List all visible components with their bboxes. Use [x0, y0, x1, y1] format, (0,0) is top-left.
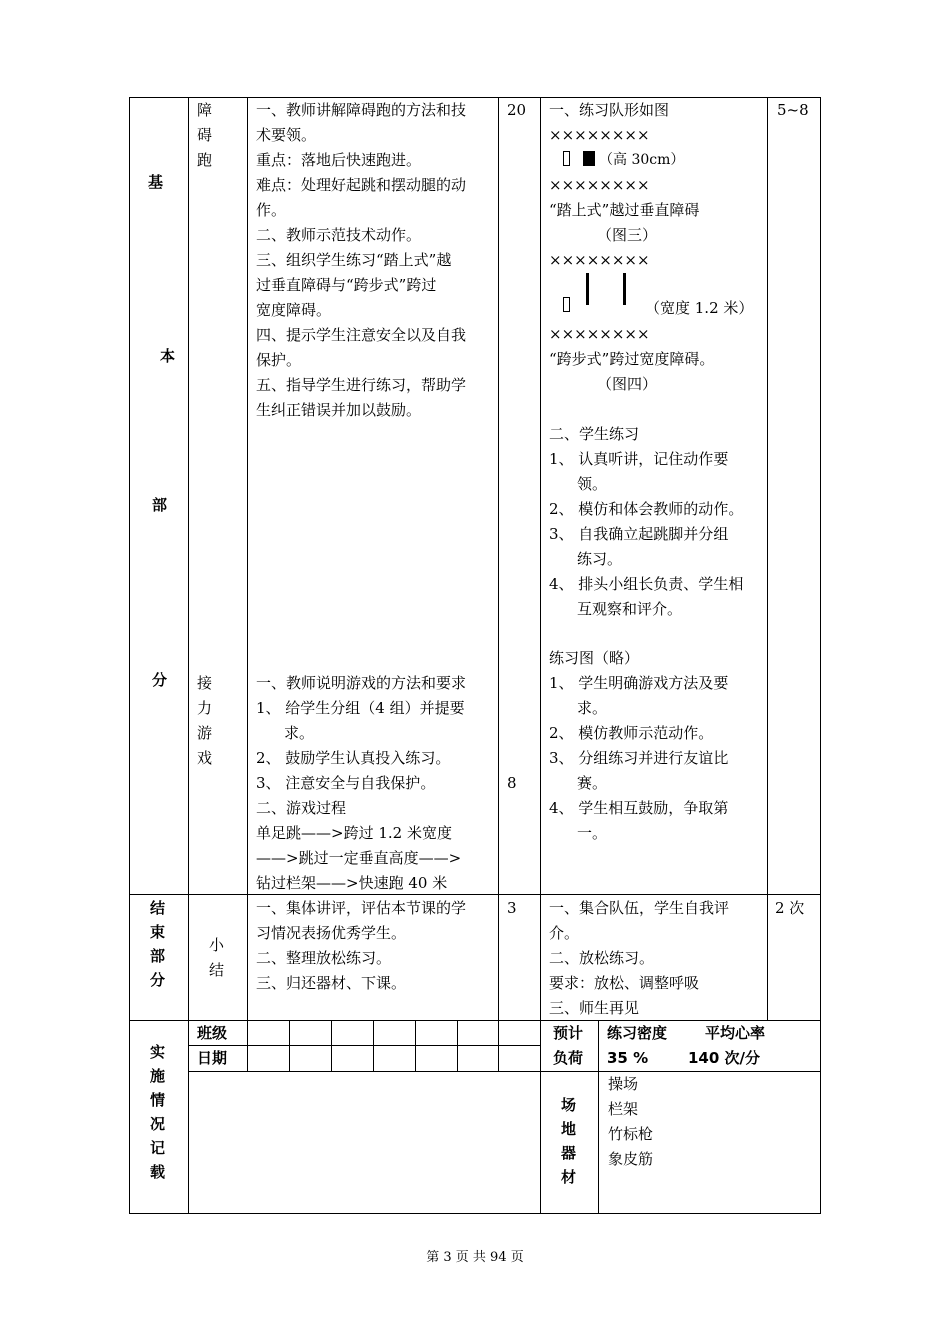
- venue-char: 地: [561, 1120, 577, 1138]
- content-line: 三、组织学生练习“踏上式”越: [256, 251, 452, 269]
- org-line: 一、集合队伍，学生自我评: [549, 899, 730, 917]
- venue-char: 材: [561, 1168, 577, 1186]
- ending-org: [549, 896, 729, 1021]
- topic-char: 游: [197, 724, 213, 742]
- org-line: 2、 模仿教师示范动作。: [549, 724, 714, 742]
- content-line: 难点：处理好起跳和摆动腿的动: [256, 176, 467, 194]
- formation-row: ××××××××: [549, 251, 650, 269]
- col-divider-load: [598, 1020, 599, 1214]
- content-line: 一、教师说明游戏的方法和要求: [256, 674, 467, 692]
- formation-row: ××××××××: [549, 325, 650, 343]
- org-line: 4、 学生相互鼓励，争取第: [549, 799, 729, 817]
- load-label: [553, 1021, 583, 1071]
- org-line: 三、师生再见: [549, 999, 640, 1017]
- content-line: 五、指导学生进行练习，帮助学: [256, 376, 467, 394]
- practice-item: 2、 模仿和体会教师的动作。: [549, 500, 744, 518]
- col-divider-content: [498, 97, 499, 1072]
- topic-summary: [209, 933, 224, 983]
- date-label: 日期: [197, 1049, 228, 1067]
- figure-caption: “跨步式”跨过宽度障碍。: [549, 350, 715, 368]
- ending-content: [256, 896, 466, 996]
- content-line: 钻过栏架——>快速跑 40 米: [256, 874, 448, 892]
- content-line: 二、教师示范技术动作。: [256, 226, 422, 244]
- class-label: 班级: [197, 1024, 228, 1042]
- relay-org: [549, 646, 728, 846]
- width-hurdle-left-icon: [586, 273, 589, 305]
- content-line: 习情况表扬优秀学生。: [256, 924, 407, 942]
- practice-list: [549, 422, 743, 622]
- content-line: 二、游戏过程: [256, 799, 347, 817]
- org-line: 介。: [549, 924, 580, 942]
- density-value: 35 %: [607, 1049, 649, 1067]
- grid-col: [289, 1020, 290, 1072]
- practice-item: 领。: [577, 475, 608, 493]
- grid-col: [331, 1020, 332, 1072]
- teacher-marker-icon: [563, 297, 570, 312]
- content-line: 生纠正错误并加以鼓励。: [256, 401, 422, 419]
- org-line: 赛。: [577, 774, 608, 792]
- heart-rate-value: 140 次/分: [688, 1049, 761, 1067]
- org-line: 要求：放松、调整呼吸: [549, 974, 700, 992]
- content-line: 过垂直障碍与“跨步式”跨过: [256, 276, 437, 294]
- org-title: 一、练习队形如图: [549, 101, 670, 119]
- row-divider-class-date: [188, 1045, 540, 1046]
- section-char: 施: [150, 1067, 166, 1085]
- content-line: 单足跳——>跨过 1.2 米宽度: [256, 824, 452, 842]
- venue-char: 场: [561, 1096, 577, 1114]
- equipment-item: 操场: [608, 1075, 639, 1093]
- ending-count: 2 次: [775, 899, 805, 917]
- section-char: 束: [150, 923, 166, 941]
- practice-item: 练习。: [577, 550, 623, 568]
- topic-char: 接: [197, 674, 213, 692]
- section-char: 情: [150, 1091, 166, 1109]
- content-line: 四、提示学生注意安全以及自我: [256, 326, 467, 344]
- org-line: 二、放松练习。: [549, 949, 655, 967]
- content-line: ——>跳过一定垂直高度——>: [256, 849, 462, 867]
- content-line: 术要领。: [256, 126, 317, 144]
- content-line: 3、 注意安全与自我保护。: [256, 774, 436, 792]
- section-char: 结: [150, 899, 166, 917]
- equipment-item: 竹标枪: [608, 1125, 654, 1143]
- practice-title: 二、学生练习: [549, 425, 640, 443]
- org-line: 3、 分组练习并进行友谊比: [549, 749, 729, 767]
- practice-item: 互观察和评介。: [577, 600, 683, 618]
- content-line: 重点：落地后快速跑进。: [256, 151, 422, 169]
- org-line: 练习图（略）: [549, 649, 640, 667]
- topic-char: 障: [197, 101, 213, 119]
- col-divider-section: [188, 97, 189, 1214]
- topic-char: 结: [209, 961, 225, 979]
- load-label-line: 负荷: [553, 1049, 584, 1067]
- hurdle-time: 20: [507, 101, 527, 119]
- content-line: 求。: [284, 724, 315, 742]
- venue-label: [561, 1093, 576, 1189]
- grid-col: [457, 1020, 458, 1072]
- topic-char: 力: [197, 699, 213, 717]
- section-label-main: [152, 493, 167, 518]
- practice-item: 1、 认真听讲，记住动作要: [549, 450, 729, 468]
- section-char: 况: [150, 1115, 166, 1133]
- load-label-line: 预计: [553, 1024, 584, 1042]
- figure-label: （图三）: [597, 226, 658, 244]
- section-label-ending: [150, 896, 165, 992]
- practice-item: 3、 自我确立起跳脚并分组: [549, 525, 729, 543]
- figure-caption: “踏上式”越过垂直障碍: [549, 201, 700, 219]
- content-line: 二、整理放松练习。: [256, 949, 392, 967]
- equipment-list: [608, 1072, 653, 1172]
- section-char: 记: [150, 1139, 166, 1157]
- hurdle-content: [256, 98, 466, 423]
- topic-char: 戏: [197, 749, 213, 767]
- section-label-main: [152, 668, 167, 693]
- topic-char: 跑: [197, 151, 213, 169]
- content-line: 1、 给学生分组（4 组）并提要: [256, 699, 465, 717]
- content-line: 三、归还器材、下课。: [256, 974, 407, 992]
- teacher-marker-icon: [563, 151, 570, 166]
- section-label-main: [160, 344, 175, 369]
- page-footer: 第 3 页 共 94 页: [426, 1250, 524, 1265]
- section-char: 分: [152, 671, 168, 689]
- org-line: 求。: [577, 699, 608, 717]
- grid-col: [373, 1020, 374, 1072]
- section-char: 载: [150, 1163, 166, 1181]
- equipment-item: 象皮筋: [608, 1150, 654, 1168]
- org-line: 一。: [577, 824, 608, 842]
- row-divider-main-end: [129, 894, 821, 895]
- ending-time: 3: [507, 899, 517, 917]
- content-line: 一、集体讲评，评估本节课的学: [256, 899, 467, 917]
- figure-label: （图四）: [597, 375, 658, 393]
- heart-rate-label: 平均心率: [705, 1024, 766, 1042]
- hurdle-count: 5~8: [777, 101, 809, 119]
- section-char: 基: [148, 173, 164, 191]
- table-border-right: [820, 97, 821, 1214]
- topic-hurdle: [197, 98, 212, 173]
- section-char: 实: [150, 1043, 166, 1061]
- vertical-hurdle-icon: [583, 151, 595, 166]
- col-divider-topic: [247, 97, 248, 1072]
- row-divider-load-end: [188, 1071, 821, 1072]
- height-note: （高 30cm）: [599, 152, 685, 168]
- section-char: 本: [160, 347, 176, 365]
- width-note: （宽度 1.2 米）: [645, 299, 754, 317]
- table-border-left: [129, 97, 130, 1214]
- section-char: 部: [150, 947, 166, 965]
- section-label-record: [150, 1040, 165, 1184]
- org-line: 1、 学生明确游戏方法及要: [549, 674, 729, 692]
- section-label-main: [148, 170, 163, 195]
- practice-item: 4、 排头小组长负责、学生相: [549, 575, 744, 593]
- formation-row: ××××××××: [549, 176, 650, 194]
- topic-relay: [197, 671, 212, 771]
- grid-col: [415, 1020, 416, 1072]
- section-char: 分: [150, 971, 166, 989]
- density-label: 练习密度: [607, 1024, 668, 1042]
- venue-char: 器: [561, 1144, 577, 1162]
- content-line: 2、 鼓励学生认真投入练习。: [256, 749, 451, 767]
- content-line: 一、教师讲解障碍跑的方法和技: [256, 101, 467, 119]
- formation-row: ××××××××: [549, 126, 650, 144]
- equipment-item: 栏架: [608, 1100, 639, 1118]
- relay-time: 8: [507, 774, 517, 792]
- topic-char: 小: [209, 936, 225, 954]
- topic-char: 碍: [197, 126, 213, 144]
- width-hurdle-right-icon: [623, 273, 626, 305]
- content-line: 作。: [256, 201, 287, 219]
- section-char: 部: [152, 496, 168, 514]
- table-border-top: [129, 97, 821, 98]
- relay-content: [256, 671, 466, 896]
- table-border-bottom: [129, 1213, 821, 1214]
- col-divider-org: [767, 97, 768, 1021]
- content-line: 宽度障碍。: [256, 301, 332, 319]
- content-line: 保护。: [256, 351, 302, 369]
- col-divider-time: [540, 97, 541, 1214]
